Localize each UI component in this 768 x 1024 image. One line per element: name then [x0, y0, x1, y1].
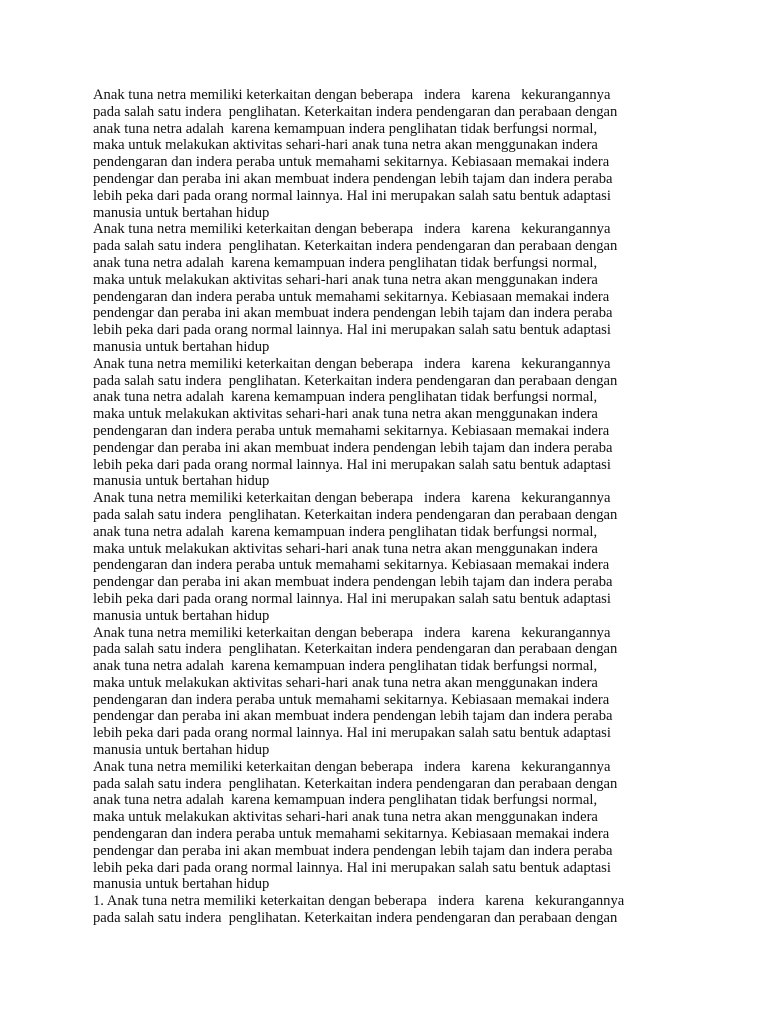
text-line: manusia untuk bertahan hidup	[93, 876, 270, 893]
text-line: lebih peka dari pada orang normal lainnya. Hal ini merupakan salah satu bentuk adaptasi	[93, 187, 611, 204]
text-line: lebih peka dari pada orang normal lainnya. Hal ini merupakan salah satu bentuk adaptasi	[93, 456, 611, 473]
paragraph	[93, 356, 668, 490]
text-line: maka untuk melakukan aktivitas sehari-hari anak tuna netra akan menggunakan indera	[93, 137, 598, 154]
numbered-paragraph	[93, 893, 668, 927]
text-line: pada salah satu indera penglihatan. Keterkaitan indera pendengaran dan perabaan dengan	[93, 910, 618, 927]
text-line: manusia untuk bertahan hidup	[93, 473, 270, 490]
text-line: manusia untuk bertahan hidup	[93, 338, 270, 355]
text-line: manusia untuk bertahan hidup	[93, 204, 270, 221]
text-line: pendengar dan peraba ini akan membuat indera pendengan lebih tajam dan indera peraba	[93, 439, 613, 456]
text-line: pendengar dan peraba ini akan membuat indera pendengan lebih tajam dan indera peraba	[93, 305, 613, 322]
text-line: maka untuk melakukan aktivitas sehari-hari anak tuna netra akan menggunakan indera	[93, 406, 598, 423]
text-line: pendengar dan peraba ini akan membuat indera pendengan lebih tajam dan indera peraba	[93, 574, 613, 591]
text-line: pendengaran dan indera peraba untuk memahami sekitarnya. Kebiasaan memakai indera	[93, 154, 610, 171]
text-line: 1. Anak tuna netra memiliki keterkaitan dengan beberapa indera karena kekurangannya	[93, 893, 625, 910]
text-line: anak tuna netra adalah karena kemampuan indera penglihatan tidak berfungsi normal,	[93, 792, 598, 809]
text-line: Anak tuna netra memiliki keterkaitan dengan beberapa indera karena kekurangannya	[93, 758, 611, 775]
text-line: anak tuna netra adalah karena kemampuan indera penglihatan tidak berfungsi normal,	[93, 389, 598, 406]
text-line: maka untuk melakukan aktivitas sehari-hari anak tuna netra akan menggunakan indera	[93, 674, 598, 691]
paragraph	[93, 221, 668, 355]
text-line: pendengaran dan indera peraba untuk memahami sekitarnya. Kebiasaan memakai indera	[93, 288, 610, 305]
text-line: pendengaran dan indera peraba untuk memahami sekitarnya. Kebiasaan memakai indera	[93, 691, 610, 708]
text-line: anak tuna netra adalah karena kemampuan indera penglihatan tidak berfungsi normal,	[93, 120, 598, 137]
text-line: pendengaran dan indera peraba untuk memahami sekitarnya. Kebiasaan memakai indera	[93, 826, 610, 843]
text-line: pada salah satu indera penglihatan. Keterkaitan indera pendengaran dan perabaan dengan	[93, 641, 618, 658]
text-line: lebih peka dari pada orang normal lainnya. Hal ini merupakan salah satu bentuk adaptasi	[93, 322, 611, 339]
text-line: lebih peka dari pada orang normal lainnya. Hal ini merupakan salah satu bentuk adaptasi	[93, 590, 611, 607]
text-line: pendengar dan peraba ini akan membuat indera pendengan lebih tajam dan indera peraba	[93, 170, 613, 187]
text-line: Anak tuna netra memiliki keterkaitan dengan beberapa indera karena kekurangannya	[93, 355, 611, 372]
text-line: lebih peka dari pada orang normal lainnya. Hal ini merupakan salah satu bentuk adaptasi	[93, 859, 611, 876]
text-line: manusia untuk bertahan hidup	[93, 607, 270, 624]
text-line: pada salah satu indera penglihatan. Keterkaitan indera pendengaran dan perabaan dengan	[93, 372, 618, 389]
text-line: Anak tuna netra memiliki keterkaitan dengan beberapa indera karena kekurangannya	[93, 221, 611, 238]
text-line: Anak tuna netra memiliki keterkaitan dengan beberapa indera karena kekurangannya	[93, 87, 611, 103]
text-line: manusia untuk bertahan hidup	[93, 742, 270, 759]
text-line: pada salah satu indera penglihatan. Keterkaitan indera pendengaran dan perabaan dengan	[93, 506, 618, 523]
body-text	[93, 87, 668, 927]
text-line: maka untuk melakukan aktivitas sehari-hari anak tuna netra akan menggunakan indera	[93, 540, 598, 557]
paragraph	[93, 87, 668, 221]
text-line: pendengaran dan indera peraba untuk memahami sekitarnya. Kebiasaan memakai indera	[93, 422, 610, 439]
text-line: anak tuna netra adalah karena kemampuan indera penglihatan tidak berfungsi normal,	[93, 658, 598, 675]
text-line: maka untuk melakukan aktivitas sehari-hari anak tuna netra akan menggunakan indera	[93, 271, 598, 288]
text-line: pada salah satu indera penglihatan. Keterkaitan indera pendengaran dan perabaan dengan	[93, 103, 618, 120]
text-line: pendengar dan peraba ini akan membuat indera pendengan lebih tajam dan indera peraba	[93, 842, 613, 859]
text-line: pada salah satu indera penglihatan. Keterkaitan indera pendengaran dan perabaan dengan	[93, 238, 618, 255]
text-line: lebih peka dari pada orang normal lainnya. Hal ini merupakan salah satu bentuk adaptasi	[93, 725, 611, 742]
paragraph	[93, 490, 668, 624]
text-line: maka untuk melakukan aktivitas sehari-hari anak tuna netra akan menggunakan indera	[93, 809, 598, 826]
text-line: pendengar dan peraba ini akan membuat indera pendengan lebih tajam dan indera peraba	[93, 708, 613, 725]
text-line: pendengaran dan indera peraba untuk memahami sekitarnya. Kebiasaan memakai indera	[93, 557, 610, 574]
text-line: anak tuna netra adalah karena kemampuan indera penglihatan tidak berfungsi normal,	[93, 254, 598, 271]
paragraph	[93, 625, 668, 759]
text-line: Anak tuna netra memiliki keterkaitan dengan beberapa indera karena kekurangannya	[93, 624, 611, 641]
text-line: Anak tuna netra memiliki keterkaitan dengan beberapa indera karena kekurangannya	[93, 490, 611, 507]
text-line: anak tuna netra adalah karena kemampuan indera penglihatan tidak berfungsi normal,	[93, 523, 598, 540]
paragraph	[93, 759, 668, 893]
text-line: pada salah satu indera penglihatan. Keterkaitan indera pendengaran dan perabaan dengan	[93, 775, 618, 792]
